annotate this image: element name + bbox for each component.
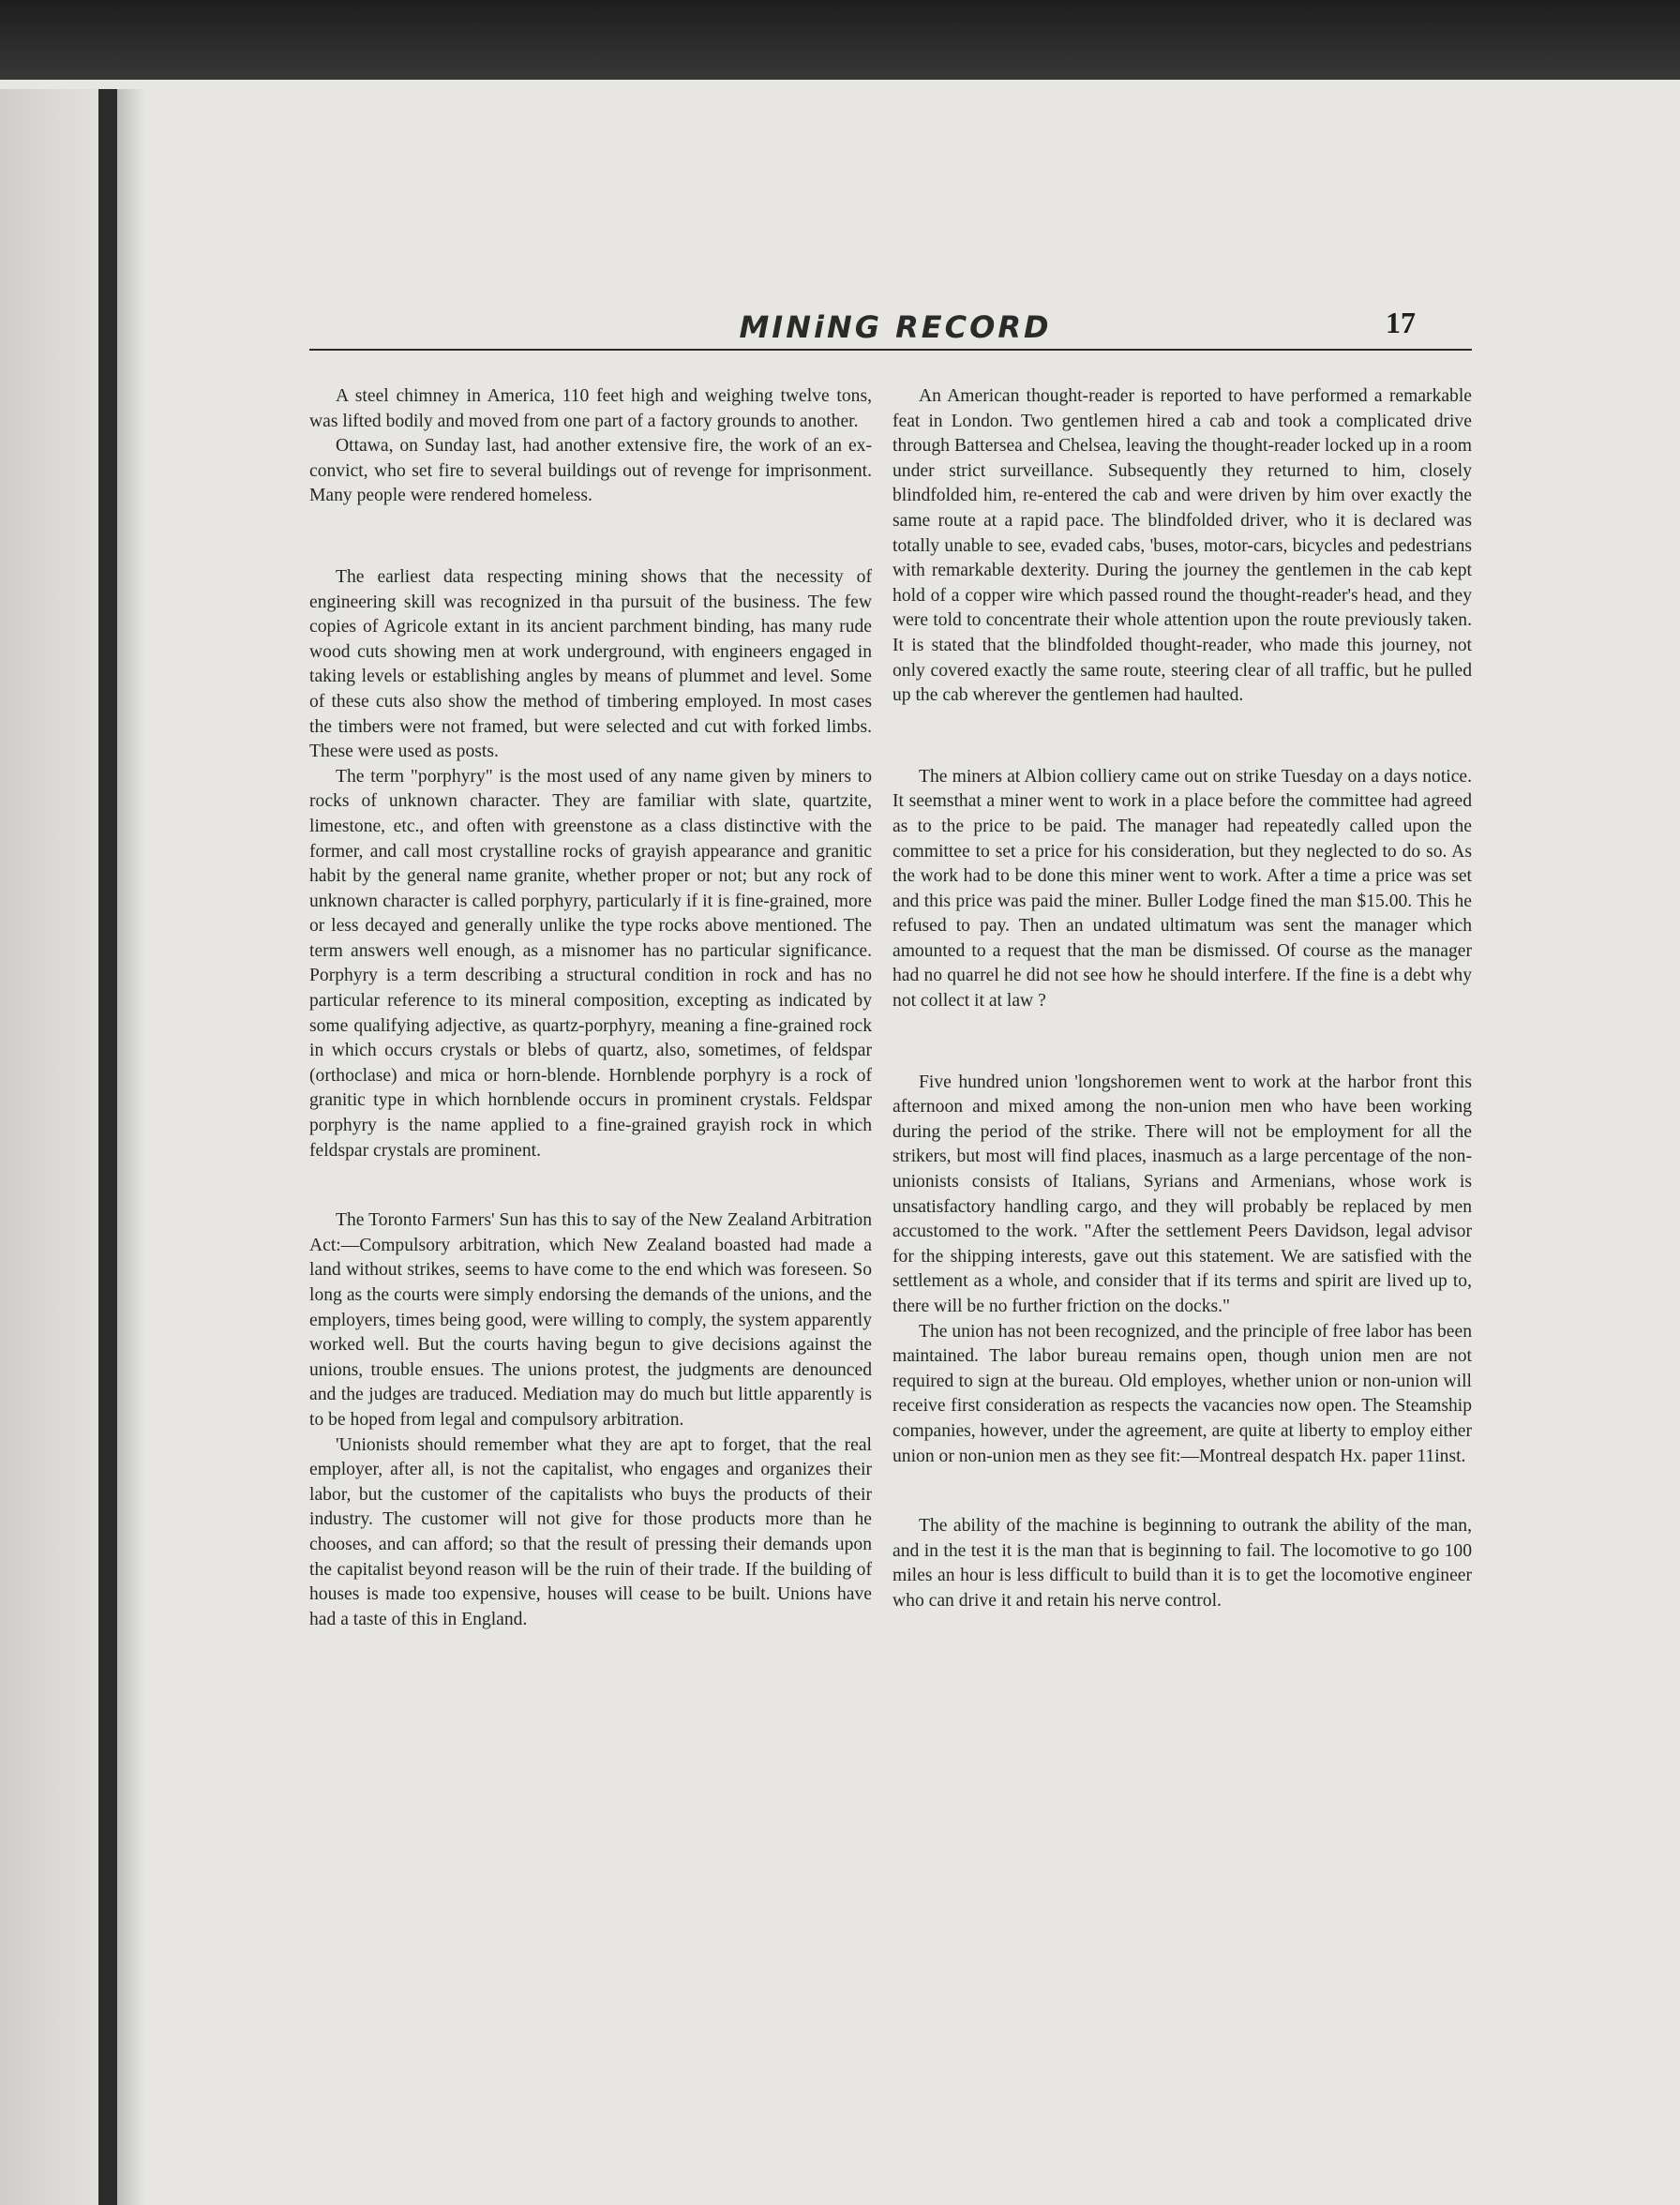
right-column <box>892 384 1472 1614</box>
section-gap <box>309 509 872 565</box>
article-toronto-sun: The Toronto Farmers' Sun has this to say of the New Zealand Arbitration Act:—Compulsory arbitration, which New Zealand boasted had made a land without strikes, seems to have come to the end which was foreseen. So long as the courts were simply endorsing the demands of the unions, and the employers, times being good, were willing to comply, the system apparently worked well. But the courts having begun to give decisions against the unions, trouble ensues. The unions protest, the judgments are denounced and the judges are traduced. Mediation may do much but little apparently is to be hoped from legal and compulsory arbitration. <box>309 1210 872 1430</box>
article-albion-colliery: The miners at Albion colliery came out on strike Tuesday on a days notice. It seemsthat a miner went to work in a place before the committee had agreed as to the price to be paid. The manager had repeatedly called upon the committee to set a price for his consideration, but they neglected to do so. As the work had to be done this miner went to work. After a time a price was set and this price was paid the miner. Buller Lodge fined the man $15.00. This he refused to pay. Then an undated ultimatum was sent the manager which amounted to a request that the man be dismissed. Of course as the manager had no quarrel he did not see how he should interfere. If the fine is a debt why not collect it at law ? <box>892 766 1472 1012</box>
article-machine-ability: The ability of the machine is beginning to outrank the ability of the man, and in the test it is the man that is beginning to fail. The locomotive to go 100 miles an hour is less difficult to build than it is to get the locomotive engineer who can drive it and retain his nerve control. <box>892 1516 1472 1611</box>
section-gap <box>892 1469 1472 1514</box>
page-number: 17 <box>1386 306 1416 339</box>
article-ottawa-fire: Ottawa, on Sunday last, had another extensive fire, the work of an ex-convict, who set fire to several buildings out of revenge for imprisonment. Many people were rendered homeless. <box>309 436 872 506</box>
binding-spine <box>98 89 117 2205</box>
article-mining-data: The earliest data respecting mining shows that the necessity of engineering skill was recognized in tha pursuit of the business. The few copies of Agricole extant in its ancient parchment binding, has many rude wood cuts showing men at work underground, with engineers engaged in taking levels or establishing angles by means of plummet and level. Some of these cuts also show the method of timbering employed. In most cases the timbers were not framed, but were selected and cut with forked limbs. These were used as posts. <box>309 566 872 762</box>
article-union-recognized: The union has not been recognized, and the principle of free labor has been maintained. The labor bureau remains open, though union men are not required to sign at the bureau. Old employes, whether union or non-union will receive first consideration as respects the vacancies now open. The Steamship companies, however, under the agreement, are quite at liberty to employ either union or non-union men as they see fit:—Montreal despatch Hx. paper 11inst. <box>892 1321 1472 1466</box>
left-page-edge <box>0 89 98 2205</box>
section-gap <box>309 1163 872 1208</box>
article-longshoremen: Five hundred union 'longshoremen went to work at the harbor front this afternoon and mixed among the non-union men who have been working during the period of the strike. There will not be employment for all the strikers, but most will find places, inasmuch as a large percentage of the non-unionists consists of Italians, Syrians and Armenians, whose work is unsatisfactory handling cargo, and they will probably be replaced by men accustomed to the work. "After the settlement Peers Davidson, legal advisor for the shipping interests, gave out this statement. We are satisfied with the settlement as a whole, and consider that if its terms and spirit are lived up to, there will be no further friction on the docks." <box>892 1072 1472 1316</box>
article-porphyry: The term "porphyry" is the most used of any name given by miners to rocks of unknown character. They are familiar with slate, quartzite, limestone, etc., and often with greenstone as a class distinctive with the former, and call most crystalline rocks of grayish appearance and granitic habit by the general name granite, whether proper or not; but any rock of unknown character is called porphyry, particularly if it is fine-grained, more or less decayed and generally unlike the type rocks above mentioned. The term answers well enough, as a misnomer has no particular significance. Porphyry is a term describing a structural condition in rock and has no particular reference to its mineral composition, excepting as indicated by some qualifying adjective, as quartz-porphyry, meaning a fine-grained rock in which occurs crystals or blebs of quartz, also, sometimes, of feldspar (orthoclase) and mica or horn-blende. Hornblende porphyry is a rock of granitic type in which hornblende occurs in prominent crystals. Feldspar porphyry is the name applied to a fine-grained grayish rock in which feldspar crystals are prominent. <box>309 766 872 1161</box>
spine-shadow <box>117 89 145 2205</box>
section-gap <box>892 1014 1472 1071</box>
masthead-title: MINiNG RECORD <box>739 309 1052 345</box>
article-unionists: 'Unionists should remember what they are apt to forget, that the real employer, after all, is not the capitalist, who engages and organizes their labor, but the customer of the capitalists who buys the products of their industry. The customer will not give for those products more than he chooses, and can afford; so that the result of pressing their demands upon the capitalist beyond reason will be the ruin of their trade. If the building of houses is made too expensive, houses will cease to be built. Unions have had a taste of this in England. <box>309 1434 872 1629</box>
running-header <box>309 306 1472 351</box>
left-column <box>309 384 872 1632</box>
article-thought-reader: An American thought-reader is reported to have performed a remarkable feat in London. Two gentlemen hired a cab and took a complicated drive through Battersea and Chelsea, leaving the thought-reader locked up in a room under strict surveillance. Subsequently they returned to him, closely blindfolded him, re-entered the cab and were driven by him over exactly the same route at a rapid pace. The blindfolded driver, who it is declared was totally unable to see, evaded cabs, 'buses, motor-cars, bicycles and pedestrians with remarkable dexterity. During the journey the gentlemen in the cab kept hold of a copper wire which passed round the thought-reader's head, and they were told to concentrate their whole attention upon the route previously taken. It is stated that the blindfolded thought-reader, who made this journey, not only covered exactly the same route, steering clear of all traffic, but he pulled up the cab wherever the gentlemen had haulted. <box>892 386 1472 706</box>
article-steel-chimney: A steel chimney in America, 110 feet high and weighing twelve tons, was lifted bodily and moved from one part of a factory grounds to another. <box>309 386 872 431</box>
scan-dark-border <box>0 0 1680 89</box>
section-gap <box>892 709 1472 765</box>
